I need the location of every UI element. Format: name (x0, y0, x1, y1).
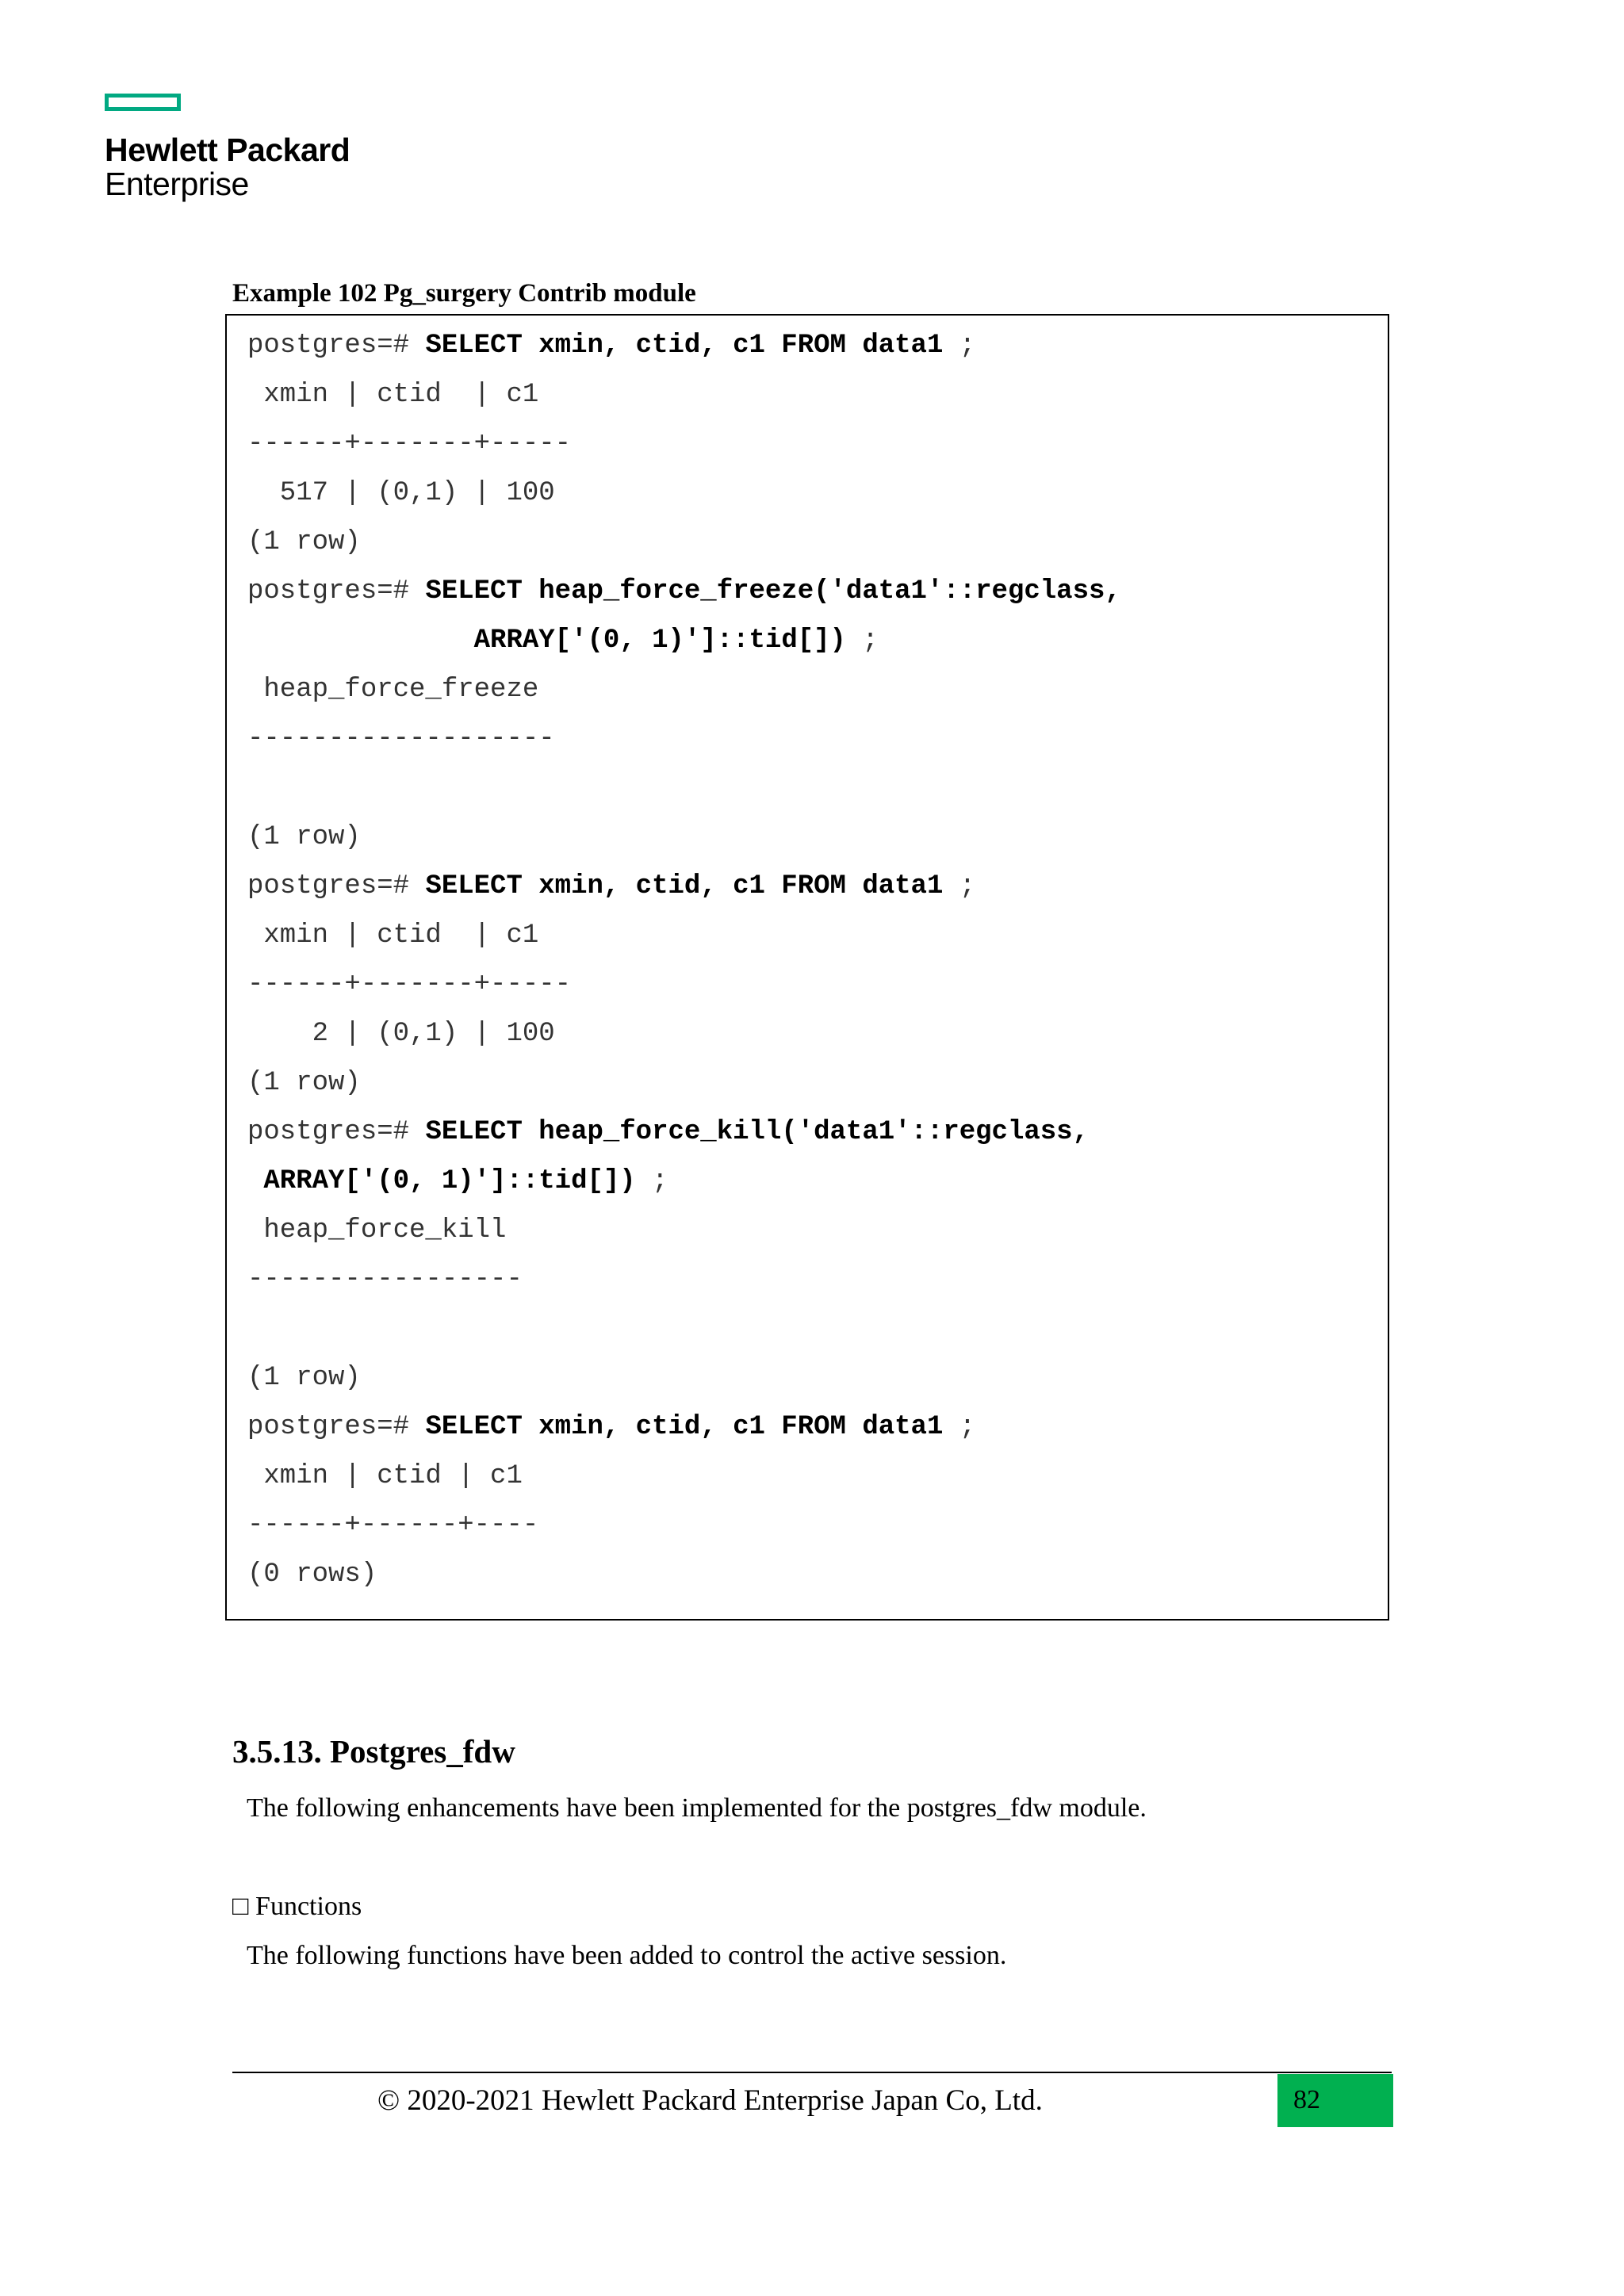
functions-description: The following functions have been added to control the active session. (247, 1941, 1007, 1970)
code-tail-text: ; (943, 1412, 976, 1442)
code-text: (0 rows) (247, 1559, 377, 1590)
code-line (247, 969, 571, 1001)
code-text: postgres=# (247, 871, 426, 901)
code-line (247, 330, 975, 362)
code-text: ----------------- (247, 1265, 523, 1295)
code-line (247, 1018, 555, 1050)
logo-text-line2: Enterprise (105, 166, 249, 202)
code-line (247, 1264, 523, 1295)
example-caption: Example 102 Pg_surgery Contrib module (232, 279, 696, 308)
section-intro: The following enhancements have been implemented for the postgres_fdw module. (247, 1793, 1147, 1823)
code-line (247, 576, 1121, 607)
hpe-logo (105, 94, 350, 202)
code-text (247, 1166, 263, 1196)
code-line (247, 625, 879, 656)
code-line (247, 674, 538, 706)
bullet-label: Functions (255, 1892, 362, 1921)
code-text: (1 row) (247, 1363, 361, 1393)
code-text: xmin | ctid | c1 (247, 920, 539, 951)
page-number-box (1277, 2074, 1393, 2127)
code-keyword-text: SELECT xmin, ctid, c1 FROM data1 (425, 871, 944, 901)
code-text: postgres=# (247, 331, 426, 361)
code-keyword-text: ARRAY['(0, 1)']::tid[]) (473, 626, 846, 656)
code-text (247, 626, 474, 656)
footer-copyright: © 2020-2021 Hewlett Packard Enterprise Japan Co, Ltd. (377, 2084, 1043, 2117)
code-tail-text: ; (943, 331, 976, 361)
code-line (247, 723, 555, 755)
code-text: heap_force_freeze (247, 675, 539, 705)
code-text: (1 row) (247, 527, 361, 557)
code-keyword-text: SELECT xmin, ctid, c1 FROM data1 (425, 331, 944, 361)
code-tail-text: ; (943, 871, 976, 901)
section-heading: 3.5.13. Postgres_fdw (232, 1733, 515, 1770)
code-text: ------+-------+----- (247, 970, 572, 1000)
bullet-marker: □ (232, 1892, 249, 1921)
code-text: 517 | (0,1) | 100 (247, 478, 555, 508)
code-text: ------------------- (247, 724, 555, 754)
page-number: 82 (1293, 2085, 1320, 2114)
code-line (247, 428, 571, 460)
logo-text-line1: Hewlett Packard (105, 132, 350, 168)
code-line (247, 526, 361, 558)
code-keyword-text: SELECT heap_force_kill('data1'::regclass, (425, 1117, 1089, 1147)
code-line (247, 379, 538, 411)
code-text: postgres=# (247, 1117, 426, 1147)
code-line (247, 821, 361, 853)
code-tail-text: ; (845, 626, 879, 656)
code-line (247, 1510, 538, 1541)
code-line (247, 1165, 668, 1197)
code-line (247, 871, 975, 902)
code-text: ------+-------+----- (247, 429, 572, 459)
code-text: heap_force_kill (247, 1215, 507, 1246)
functions-bullet (232, 1892, 362, 1922)
code-text: 2 | (0,1) | 100 (247, 1019, 555, 1049)
code-text: postgres=# (247, 1412, 426, 1442)
code-text: xmin | ctid | c1 (247, 1461, 523, 1491)
code-text: xmin | ctid | c1 (247, 380, 539, 410)
code-text: postgres=# (247, 576, 426, 607)
code-line (247, 1067, 361, 1099)
code-keyword-text: ARRAY['(0, 1)']::tid[]) (263, 1166, 636, 1196)
code-keyword-text: SELECT xmin, ctid, c1 FROM data1 (425, 1412, 944, 1442)
code-line (247, 1411, 975, 1443)
hpe-logo-mark (105, 94, 181, 111)
code-line (247, 1559, 377, 1590)
code-line (247, 1215, 506, 1246)
code-text: ------+------+---- (247, 1510, 539, 1540)
code-example-box (225, 314, 1389, 1621)
code-text: (1 row) (247, 1068, 361, 1098)
code-line (247, 1362, 361, 1394)
code-line (247, 1116, 1089, 1148)
code-line (247, 1460, 523, 1492)
code-line (247, 920, 538, 951)
code-line (247, 477, 555, 509)
code-keyword-text: SELECT heap_force_freeze('data1'::regclass, (425, 576, 1121, 607)
footer-rule (232, 2072, 1392, 2073)
code-tail-text: ; (635, 1166, 668, 1196)
code-text: (1 row) (247, 822, 361, 852)
